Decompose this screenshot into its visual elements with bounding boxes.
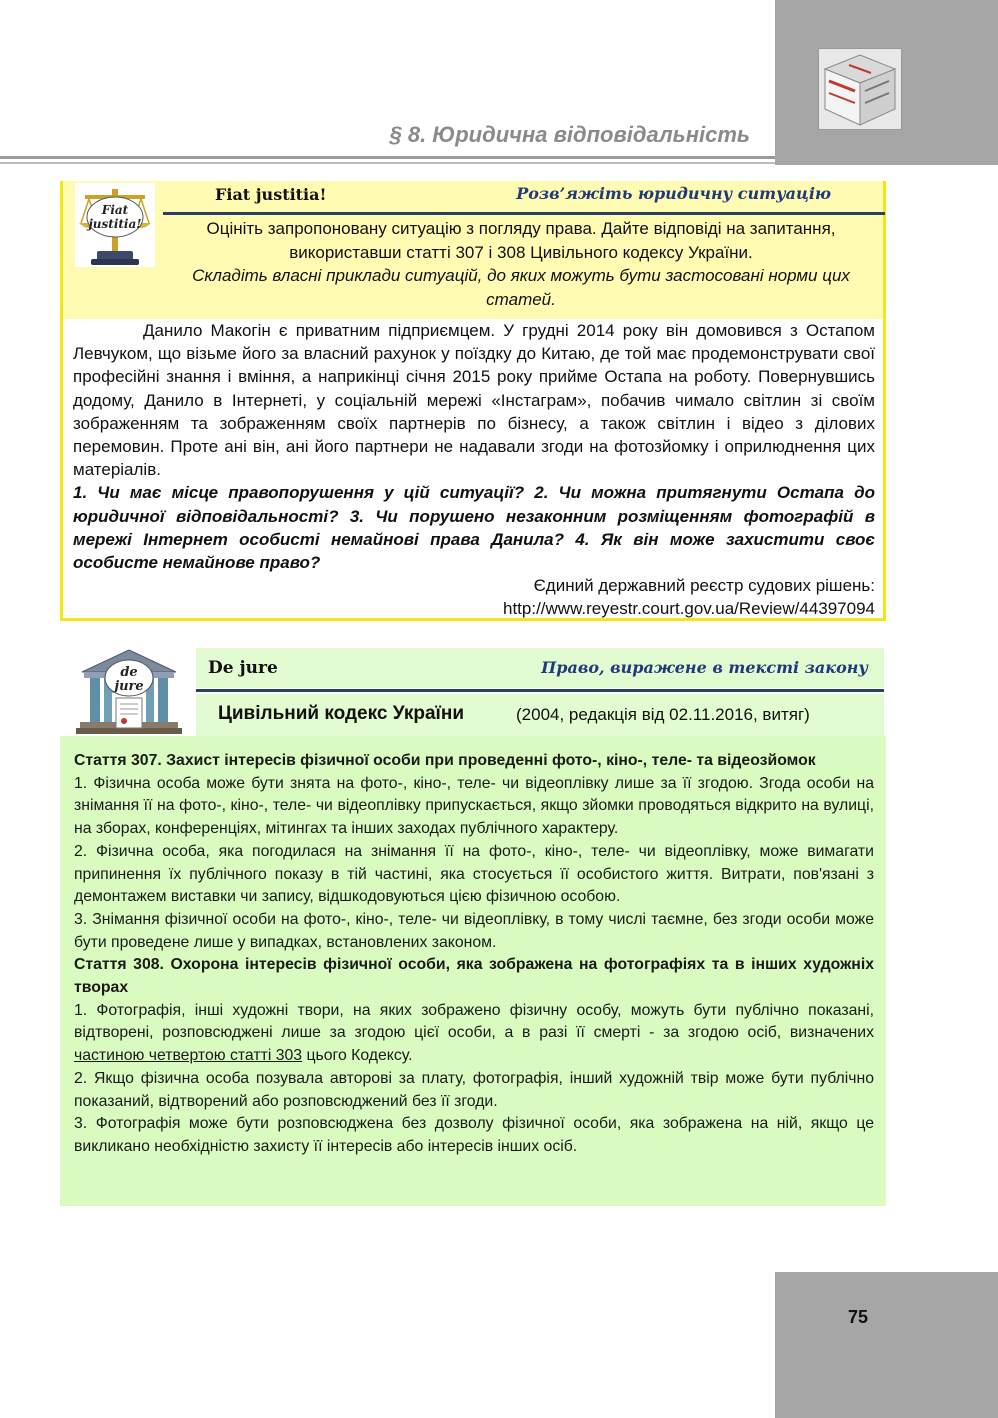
scales-logo-icon <box>75 183 155 267</box>
header-rule-thin <box>0 162 775 164</box>
dejure-subtitle: Право, виражене в тексті закону <box>541 658 868 677</box>
dejure-label: De jure <box>208 658 278 678</box>
fiat-intro-text: Оцініть запропоновану ситуацію з погляду права. Дайте відповіді на запитання, використавши статті 307 і 308 Цивільного кодексу України. <box>206 219 836 262</box>
dejure-logo-text-2: jure <box>114 679 144 694</box>
article-308-title: Стаття 308. Охорона інтересів фізичної особи, яка зображена на фотографіях та в інших художніх творах <box>74 956 874 997</box>
article-308-p1-end: цього Кодексу. <box>302 1047 413 1065</box>
article-307-title: Стаття 307. Захист інтересів фізичної особи при проведенні фото-, кіно-, теле- та відеозйомок <box>74 752 816 769</box>
article-308-p3: 3. Фотографія може бути розповсюджена без дозволу фізичної особи, яка зображена на ній, якщо це викликано необхідністю захисту її інтересів або інтересів інших осіб. <box>74 1115 874 1155</box>
fiat-intro-italic: Складіть власні приклади ситуацій, до яких можуть бути застосовані норми цих статей. <box>192 266 850 309</box>
courthouse-logo-icon <box>76 648 182 736</box>
source-url: http://www.reyestr.court.gov.ua/Review/44397094 <box>503 599 875 619</box>
fiat-header-area <box>63 181 883 319</box>
cube-illustration <box>818 48 902 130</box>
fiat-label: Fiat justitia! <box>215 185 327 204</box>
article-303-link[interactable]: частиною четвертою статті 303 <box>74 1047 303 1065</box>
article-308-p1 <box>74 1000 874 1068</box>
fiat-logo-text-1: Fiat <box>101 203 129 217</box>
situation-questions: 1. Чи має місце правопорушення у цій ситуації? 2. Чи можна притягнути Остапа до юридичної відповідальності? 3. Чи порушено незаконним розміщенням фотографій в мережі Інтернет особисті немайнові права Данила? 4. Як він може захистити своє особисте немайнове право? <box>73 483 875 573</box>
article-307-p2: 2. Фізична особа, яка погодилася на знімання її на фото-, кіно-, теле- чи відеоплівку, може вимагати припинення їх публічного показу в тій частині, яка стосується її особистого життя. Витрати, пов'язані з демонтажем виставки чи запису, відшкодовуються цією фізичною особою. <box>74 842 874 906</box>
article-308-p2: 2. Якщо фізична особа позувала авторові за плату, фотографія, інший художній твір може бути публічно показаний, відтворений або розповсюджений без її згоди. <box>74 1069 874 1110</box>
law-text <box>60 736 886 1206</box>
code-title: Цивільний кодекс України <box>218 703 465 724</box>
bottom-gray-panel <box>775 1272 998 1418</box>
dejure-header <box>196 648 884 688</box>
article-307-p3: 3. Знімання фізичної особи на фото-, кіно-, теле- чи відеоплівку, в тому числі таємне, без згоди особи може бути проведене лише у випадках, встановлених законом. <box>74 910 874 951</box>
fiat-subtitle: Розв’яжіть юридичну ситуацію <box>516 184 831 203</box>
fiat-situation <box>73 319 875 621</box>
fiat-justitia-box <box>60 181 886 621</box>
page-number: 75 <box>848 1307 869 1327</box>
fiat-logo-text-2: justitia! <box>88 217 142 231</box>
code-title-bar <box>196 694 884 736</box>
dejure-divider <box>196 689 884 692</box>
fiat-divider <box>163 212 885 215</box>
dejure-logo-text-1: de <box>120 665 138 680</box>
article-308-p1-start: 1. Фотографія, інші художні твори, на яких зображено фізичну особу, можуть бути публічно показані, відтворені, розповсюджені лише за згодою цієї особи, а в разі її смерті - за згодою осіб, визначених <box>74 1001 874 1042</box>
situation-story: Данило Макогін є приватним підприємцем. У грудні 2014 року він домовився з Остапом Левчуком, що візьме його за власний рахунок у поїздку до Китаю, де той має продемонструвати свої професійні знання і вміння, а наприкінці січня 2015 року прийме Остапа на роботу. Повернувшись додому, Данило в Інтернеті, у соціальній мережі «Інстаграм», побачив чимало світлин зі своїм зображенням та зображенням своїх партнерів по бізнесу, а також світлин і відео з ділових перемовин. Проте ані він, ані його партнери не надавали згоди на фотозйомку і оприлюднення цих матеріалів. <box>73 321 875 480</box>
article-307-p1: 1. Фізична особа може бути знята на фото-, кіно-, теле- чи відеоплівку лише за її згодою. Згода особи на знімання її на фото-, кіно-, теле- чи відеоплівку припускається, якщо зйомки проводяться відкрито на вулиці, на зборах, конференціях, мітингах та інших заходах публічного характеру. <box>74 774 874 838</box>
chapter-title: § 8. Юридична відповідальність <box>389 122 750 147</box>
source-label: Єдиний державний реєстр судових рішень: <box>533 576 875 596</box>
fiat-instructions <box>171 217 871 311</box>
code-edition: (2004, редакція від 02.11.2016, витяг) <box>516 705 810 724</box>
header-rule <box>0 156 775 159</box>
